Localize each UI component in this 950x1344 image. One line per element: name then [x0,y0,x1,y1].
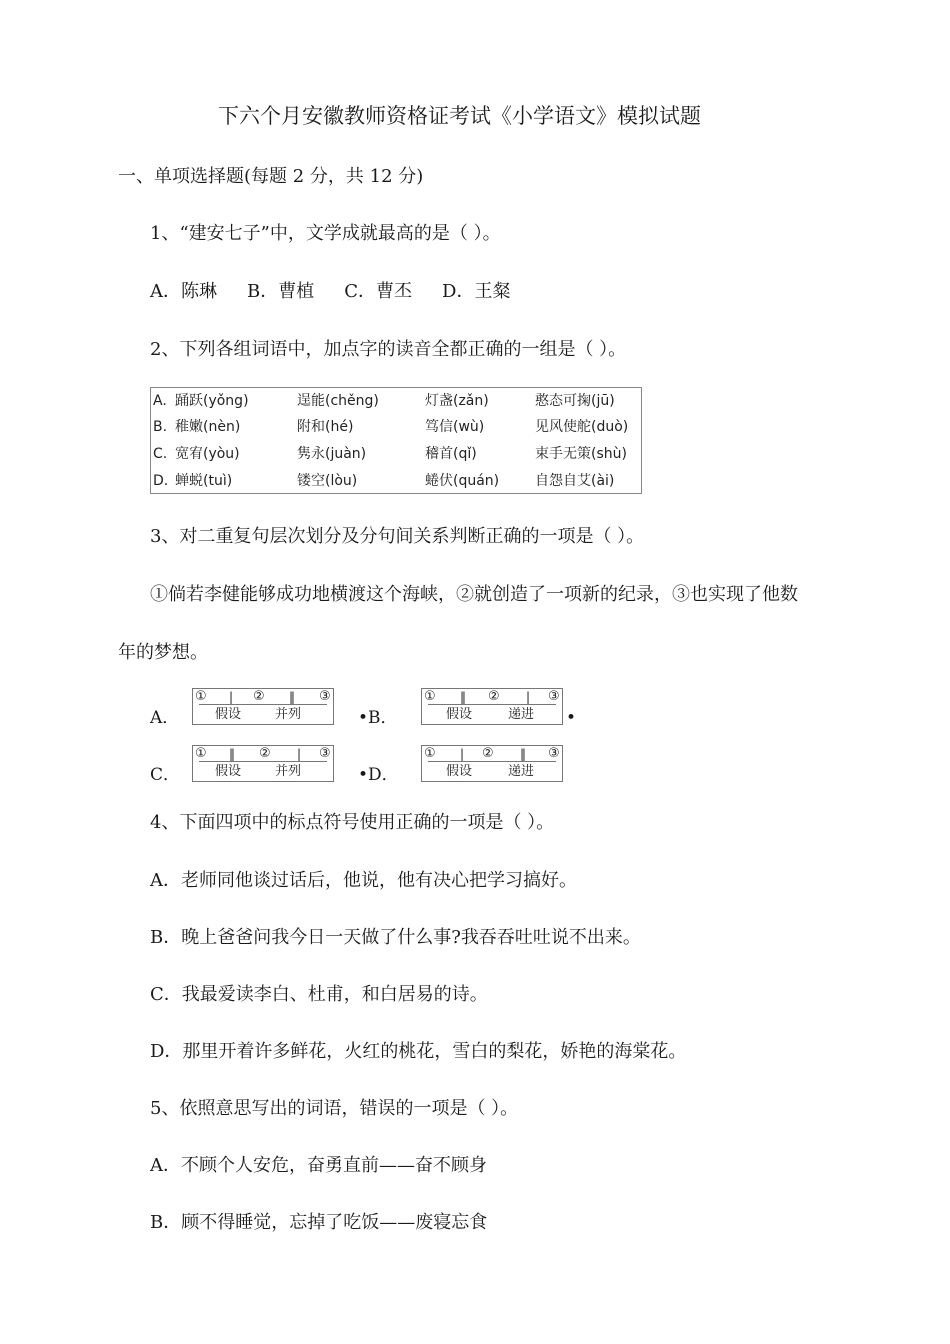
question-4-option-c: C．我最爱读李白、杜甫，和白居易的诗。 [150,984,488,1005]
option-a: A．陈琳 [150,281,217,302]
clause-1: ① [195,746,207,761]
relation-label: 假设 [215,707,242,722]
table-cell: 束手无策(shù) [535,446,627,462]
option-c: C．曹丕 [344,281,413,302]
relation-label: 并列 [275,764,302,779]
division-mark: ‖ [229,747,235,761]
clause-3: ③ [548,746,560,761]
question-2-stem: 2、下列各组词语中，加点字的读音全都正确的一组是（ ）。 [150,339,627,360]
table-row [151,416,641,442]
question-4-option-d: D．那里开着许多鲜花，火红的桃花，雪白的梨花，娇艳的海棠花。 [150,1041,687,1062]
clause-1: ① [195,689,207,704]
clause-2: ② [488,689,500,704]
table-row [151,390,641,416]
clause-1: ① [424,746,436,761]
option-b-diagram [421,688,563,725]
relation-label: 并列 [275,707,302,722]
relation-label: 假设 [215,764,242,779]
option-a-diagram [192,688,334,725]
option-b-label: •B． [358,708,398,728]
clause-2: ② [259,746,271,761]
table-cell: 自怨自艾(ài) [535,473,615,489]
division-mark: | [229,690,234,704]
row-label: A. [153,393,167,409]
option-d-diagram [421,745,563,782]
relation-label: 假设 [446,707,473,722]
clause-1: ① [424,689,436,704]
question-5-stem: 5、依照意思写出的词语，错误的一项是（ ）。 [150,1098,519,1119]
clause-3: ③ [319,746,331,761]
question-5-option-b: B．顾不得睡觉，忘掉了吃饭——废寝忘食 [150,1212,488,1233]
relation-label: 递进 [508,707,535,722]
clause-2: ② [253,689,265,704]
table-cell: 附和(hé) [297,419,354,435]
table-cell: 宽宥(yòu) [175,446,240,462]
division-mark: ‖ [460,690,466,704]
clause-2: ② [482,746,494,761]
table-cell: 蜷伏(quán) [425,473,500,489]
question-1-options [150,280,510,304]
option-c-label: C． [150,765,181,785]
table-cell: 憨态可掬(jū) [535,393,615,409]
question-3-sentence: ①倘若李健能够成功地横渡这个海峡，②就创造了一项新的纪录，③也实现了他数 [150,584,798,605]
table-cell: 笃信(wù) [425,419,485,435]
question-4-option-b: B．晚上爸爸问我今日一天做了什么事?我吞吞吐吐说不出来。 [150,927,641,948]
table-cell: 蝉蜕(tuì) [175,473,233,489]
table-cell: 见风使舵(duò) [535,419,629,435]
relation-label: 递进 [508,764,535,779]
option-d-label: •D． [358,765,399,785]
division-mark: ‖ [520,747,526,761]
table-row [151,470,641,496]
clause-3: ③ [319,689,331,704]
section-heading: 一、单项选择题(每题 2 分，共 12 分) [118,166,424,187]
question-3-sentence-cont: 年的梦想。 [118,642,208,663]
row-label: B. [153,419,168,435]
division-mark: | [460,747,465,761]
table-cell: 逞能(chěng) [297,393,379,409]
pinyin-options-table [150,387,642,494]
table-cell: 隽永(juàn) [297,446,367,462]
division-mark: ‖ [289,690,295,704]
option-a-label: A． [150,708,180,728]
question-4-option-a: A．老师同他谈过话后，他说，他有决心把学习搞好。 [150,870,577,891]
relation-label: 假设 [446,764,473,779]
table-cell: 灯盏(zǎn) [425,393,489,409]
option-d: D．王粲 [442,281,511,302]
table-cell: 稽首(qǐ) [425,446,477,462]
table-cell: 踊跃(yǒng) [175,393,249,409]
clause-3: ③ [548,689,560,704]
option-c-diagram [192,745,334,782]
option-b: B．曹植 [247,281,315,302]
row-label: D. [153,473,169,489]
table-row [151,443,641,469]
division-mark: | [297,747,302,761]
question-5-option-a: A．不顾个人安危，奋勇直前——奋不顾身 [150,1155,487,1176]
row-label: C. [153,446,168,462]
question-1-stem: 1、“建安七子”中，文学成就最高的是（ ）。 [150,223,501,244]
option-separator: • [566,708,577,728]
table-cell: 稚嫩(nèn) [175,419,241,435]
question-3-stem: 3、对二重复句层次划分及分句间关系判断正确的一项是（ ）。 [150,526,645,547]
question-4-stem: 4、下面四项中的标点符号使用正确的一项是（ ）。 [150,812,555,833]
page-title: 下六个月安徽教师资格证考试《小学语文》模拟试题 [218,104,701,128]
table-cell: 镂空(lòu) [297,473,358,489]
division-mark: | [526,690,531,704]
